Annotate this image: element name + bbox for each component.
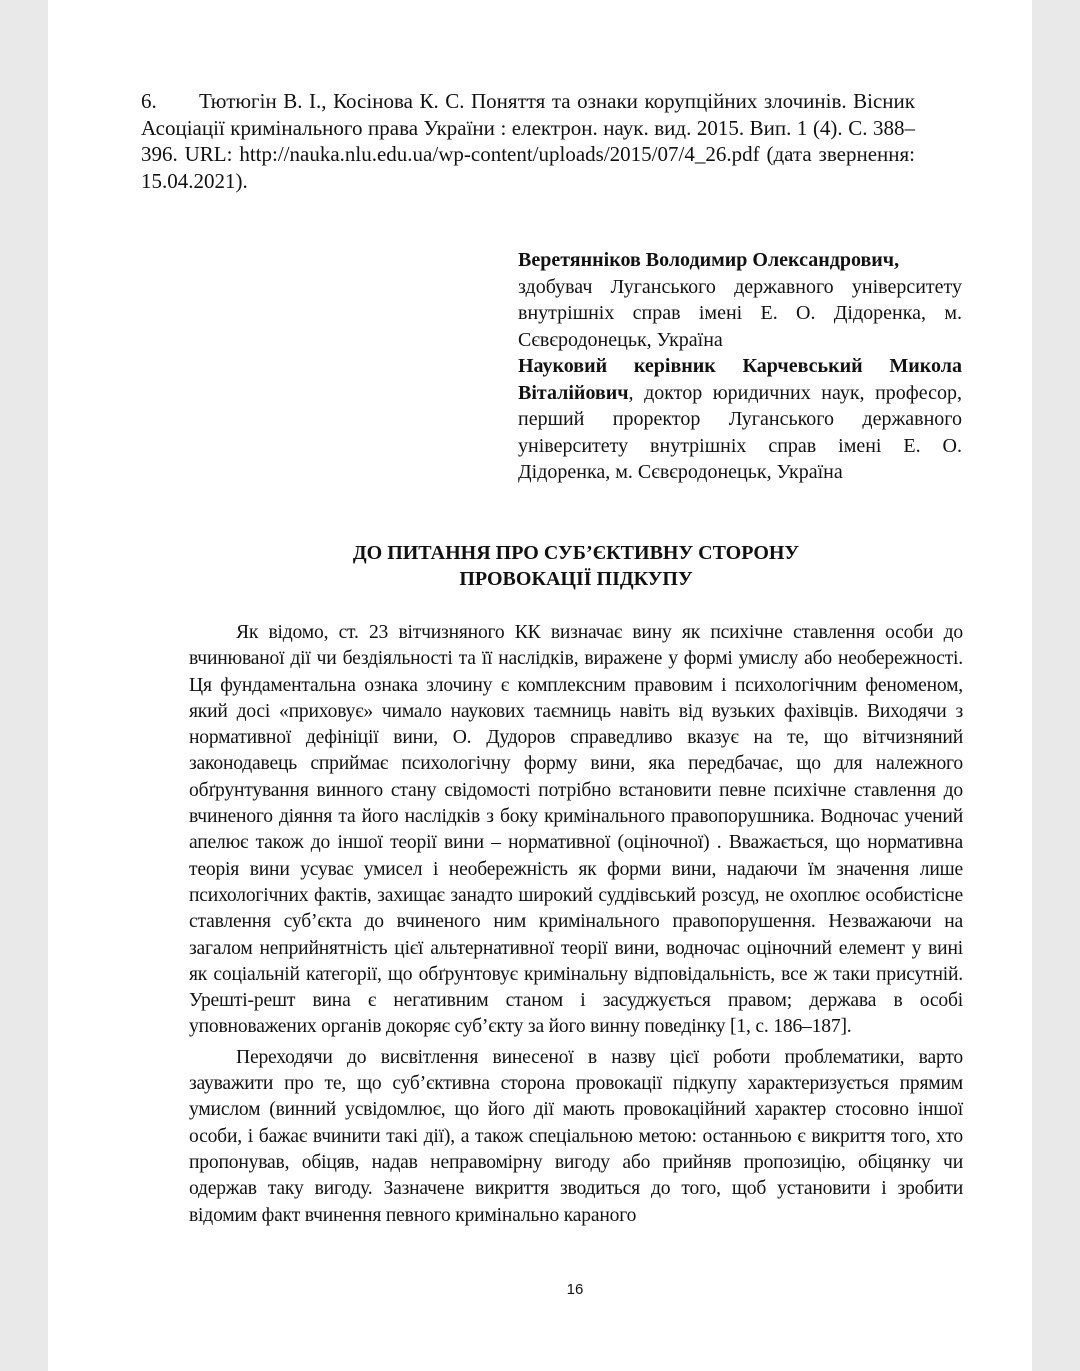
paragraph-2: Переходячи до висвітлення винесеної в назву цієї роботи проблематики, варто зауважити про те, що суб’єктивна сторона провокації підкупу характеризується прямим умислом (винний усвідомлює, що його дії мають провокаційний характер стосовно іншої особи, і бажає вчинити такі дії), а також спеціальною метою: останньою є викриття того, хто пропонував, обіцяв, надав неправомірну вигоду або прийняв пропозицію, обіцянку чи одержав таку вигоду. Зазначене викриття зводиться до того, щоб установити і зробити відомим факт вчинення певного кримінально караного (189, 1046, 963, 1226)
author-affiliation: здобувач Луганського державного університету внутрішніх справ імені Е. О. Дідоренка, м. Сєвєродонецьк, Україна (518, 275, 962, 351)
title-line-1: ДО ПИТАННЯ ПРО СУБ’ЄКТИВНУ СТОРОНУ (352, 542, 800, 564)
paragraph-1: Як відомо, ст. 23 вітчизняного КК визначає вину як психічне ставлення особи до вчинюваної дії чи бездіяльності та її наслідків, виражене у формі умислу або необережності. Ця фундаментальна ознака злочину є комплексним правовим і психологічним феноменом, який досі «приховує» чимало наукових таємниць навіть від вузьких фахівців. Виходячи з нормативної дефініції вини, О. Дудоров справедливо вказує на те, що вітчизняний законодавець сприймає психологічну форму вини, яка передбачає, що для належного обґрунтування винного стану свідомості потрібно встановити певне психічне ставлення до вчиненого діяння та його наслідків з боку кримінального правопорушника. Водночас учений апелює також до іншої теорії вини – нормативної (оціночної) . Вважається, що нормативна теорія вини усуває умисел і необережність як форми вини, надаючи їм значення лише психологічних фактів, захищає занадто широкий суддівський розсуд, не охоплює особистісне ставлення суб’єкта до вчиненого ним кримінального правопорушення. Незважаючи на загалом неприйнятність цієї альтернативної теорії вини, водночас оціночний елемент у вині як соціальній категорії, що обґрунтовує кримінальну відповідальність, все ж таки присутній. Урешті-решт вина є негативним станом і засуджується правом; держава в особі уповноважених органів докоряє суб’єкту за його винну поведінку [1, с. 186–187]. (189, 622, 963, 1038)
reference-text: Тютюгін В. І., Косінова К. С. Поняття та ознаки корупційних злочинів. Вісник Асоціації кримінального права України : електрон. наук. вид. 2015. Вип. 1 (4). С. 388–396. URL: http://nauka.nlu.edu.ua/wp-content/uploads/2015/07/4_26.pdf (дата звернення: 15.04.2021). (141, 89, 915, 193)
article-title (189, 540, 963, 592)
supervisor-label: Науковий керівник Карчевський Микола Віталійович (518, 355, 962, 404)
reference-item (141, 88, 915, 194)
supervisor-details: , доктор юридичних наук, професор, перший проректор Луганського державного університету внутрішніх справ імені Е. О. Дідоренка, м. Сєвєродонецьк, Україна (518, 381, 962, 483)
supervisor-info (518, 353, 962, 486)
author-name: Веретянніков Володимир Олександрович, (518, 249, 900, 271)
page-number: 16 (566, 1281, 584, 1298)
article-body (189, 620, 963, 1233)
title-line-2: ПРОВОКАЦІЇ ПІДКУПУ (459, 568, 693, 590)
author-block (518, 247, 962, 486)
reference-number: 6. (141, 89, 157, 113)
